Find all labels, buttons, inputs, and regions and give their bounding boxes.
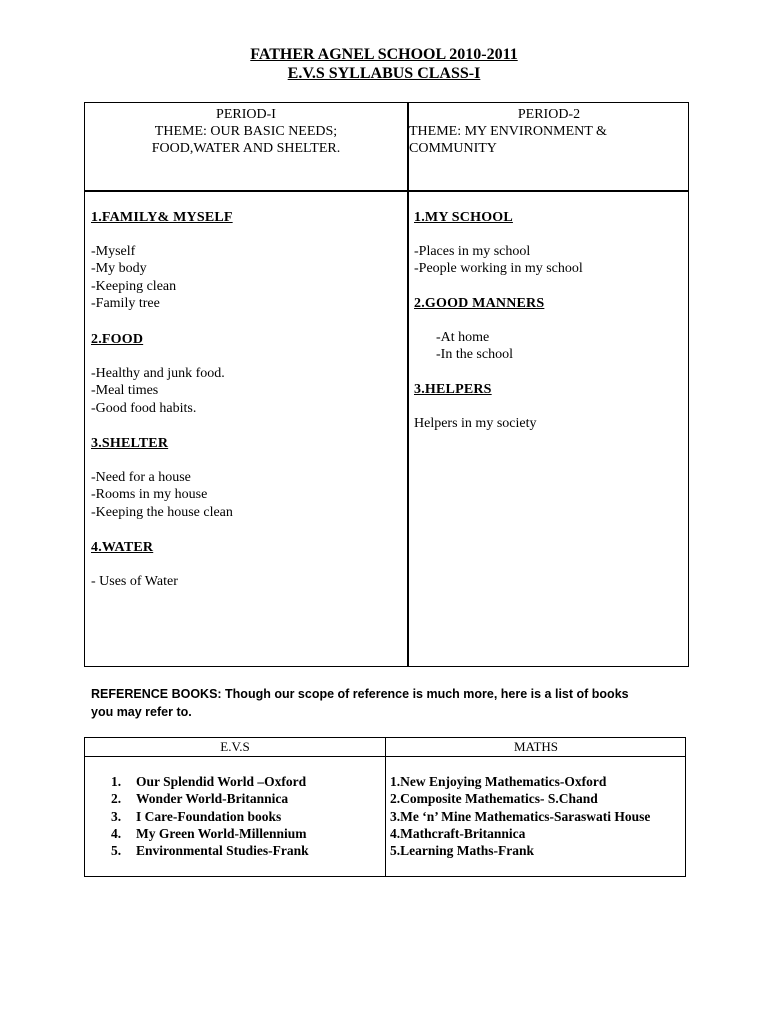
book-title: Wonder World-Britannica xyxy=(136,791,289,807)
list-item: -In the school xyxy=(436,347,513,362)
list-item xyxy=(111,825,309,842)
section-title: 2.GOOD MANNERS xyxy=(414,296,545,311)
reference-line2: you may refer to. xyxy=(91,705,192,719)
list-item xyxy=(111,842,309,859)
list-item: -Rooms in my house xyxy=(91,487,208,502)
list-item: -At home xyxy=(436,329,490,345)
book-title: My Green World-Millennium xyxy=(136,825,307,841)
books-table xyxy=(84,737,686,877)
school-title: FATHER AGNEL SCHOOL 2010-2011 xyxy=(250,46,518,63)
period1-label: PERIOD-I xyxy=(216,107,276,122)
item-number: 2. xyxy=(111,791,122,807)
book-title: I Care-Foundation books xyxy=(136,808,282,824)
period2-label: PERIOD-2 xyxy=(517,107,581,122)
section-title: 3.SHELTER xyxy=(91,436,169,451)
list-item: -Healthy and junk food. xyxy=(91,365,225,381)
book-title: Environmental Studies-Frank xyxy=(136,843,309,859)
period2-theme-line2: COMMUNITY xyxy=(409,141,497,156)
list-item: -Myself xyxy=(91,243,136,259)
list-item: 4.Mathcraft-Britannica xyxy=(390,825,526,841)
list-item: 2.Composite Mathematics- S.Chand xyxy=(390,791,598,807)
header-divider xyxy=(85,190,688,192)
syllabus-subtitle: E.V.S SYLLABUS CLASS-I xyxy=(287,65,481,82)
list-item: 1.New Enjoying Mathematics-Oxford xyxy=(390,774,607,789)
maths-book-list xyxy=(390,773,680,859)
evs-column-header: E.V.S xyxy=(220,739,250,754)
section-title: 2.FOOD xyxy=(91,332,144,347)
list-item: -Need for a house xyxy=(91,469,191,485)
list-item xyxy=(111,790,309,807)
syllabus-table xyxy=(84,102,689,667)
period2-header xyxy=(409,106,689,157)
period2-theme-line1: THEME: MY ENVIRONMENT & xyxy=(409,124,607,139)
list-item: -Places in my school xyxy=(414,243,531,259)
reference-books-note xyxy=(91,685,691,721)
list-item: 3.Me ‘n’ Mine Mathematics-Saraswati House xyxy=(390,808,651,824)
list-item: -Meal times xyxy=(91,383,159,398)
section-title: 1.MY SCHOOL xyxy=(414,210,513,225)
item-number: 1. xyxy=(111,774,122,789)
item-number: 5. xyxy=(111,843,122,859)
list-item xyxy=(111,773,309,790)
list-item: -Good food habits. xyxy=(91,400,197,416)
reference-line1: REFERENCE BOOKS: Though our scope of reference is much more, here is a list of books xyxy=(91,687,629,701)
list-item: -My body xyxy=(91,261,147,276)
book-title: Our Splendid World –Oxford xyxy=(136,774,307,789)
list-item: -Keeping the house clean xyxy=(91,504,233,520)
evs-book-list xyxy=(111,773,309,859)
period1-header xyxy=(85,106,407,157)
p2-section-helpers xyxy=(414,381,536,432)
column-divider xyxy=(407,103,409,666)
item-number: 3. xyxy=(111,808,122,824)
list-item: -People working in my school xyxy=(414,261,583,276)
p2-section-manners xyxy=(414,295,544,364)
p1-section-water xyxy=(91,539,178,590)
list-item: 5.Learning Maths-Frank xyxy=(390,843,535,859)
list-item: -Family tree xyxy=(91,296,160,311)
item-number: 4. xyxy=(111,825,122,841)
period1-theme-line1: THEME: OUR BASIC NEEDS; xyxy=(154,124,338,139)
section-title: 1.FAMILY& MYSELF xyxy=(91,210,233,225)
section-title: 3.HELPERS xyxy=(414,382,492,397)
maths-column-header: MATHS xyxy=(513,739,559,754)
section-title: 4.WATER xyxy=(91,540,154,555)
p2-section-school xyxy=(414,209,583,278)
list-item: Helpers in my society xyxy=(414,415,537,431)
header-divider xyxy=(85,756,685,757)
list-item xyxy=(111,808,309,825)
p1-section-family xyxy=(91,209,233,313)
p1-section-food xyxy=(91,331,225,417)
list-item: -Keeping clean xyxy=(91,278,177,294)
period1-theme-line2: FOOD,WATER AND SHELTER. xyxy=(151,141,341,156)
column-divider xyxy=(385,738,386,876)
p1-section-shelter xyxy=(91,435,233,521)
list-item: - Uses of Water xyxy=(91,573,178,589)
